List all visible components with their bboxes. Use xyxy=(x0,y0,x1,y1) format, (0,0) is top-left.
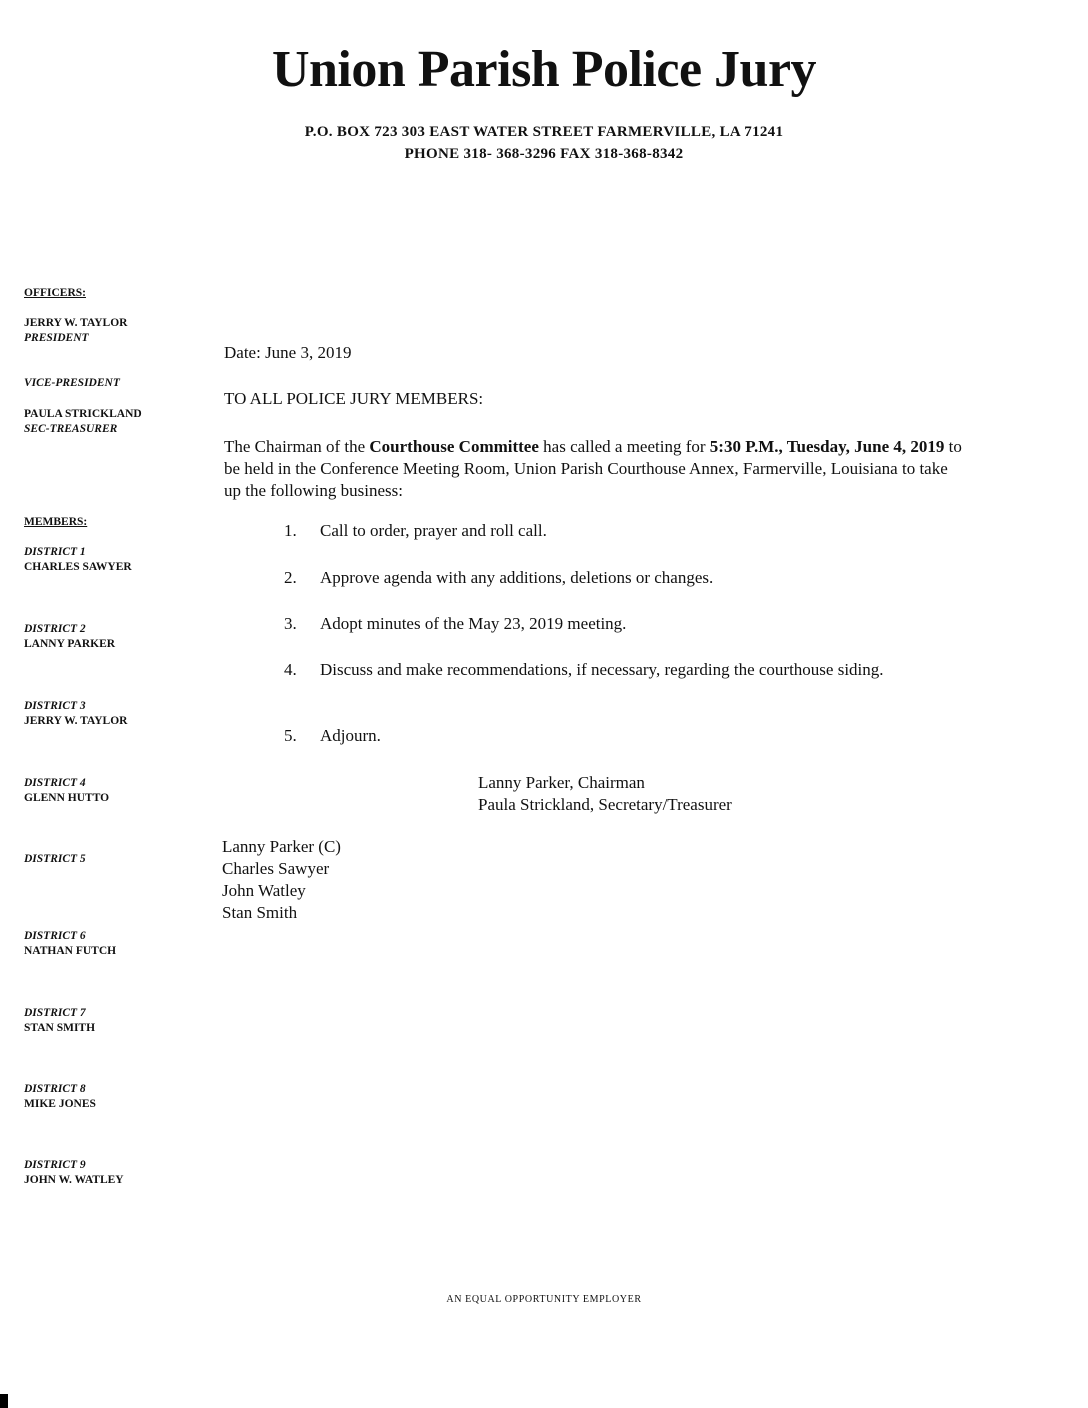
agenda-text: Discuss and make recommendations, if necessary, regarding the courthouse siding. xyxy=(320,660,884,679)
district-label: DISTRICT 8 xyxy=(24,1083,86,1095)
footer-eoe: AN EQUAL OPPORTUNITY EMPLOYER xyxy=(446,1294,642,1305)
district-label: DISTRICT 9 xyxy=(24,1159,86,1171)
letter-salutation: TO ALL POLICE JURY MEMBERS: xyxy=(224,389,484,408)
agenda-item xyxy=(284,725,924,747)
agenda-item xyxy=(284,520,924,542)
members-heading: MEMBERS: xyxy=(24,516,88,528)
agenda-item xyxy=(284,659,924,681)
district-label: DISTRICT 7 xyxy=(24,1007,86,1019)
member-district-9 xyxy=(24,1158,124,1188)
agenda-item xyxy=(284,567,924,589)
committee-name: Courthouse Committee xyxy=(369,437,539,456)
member-district-8 xyxy=(24,1082,96,1112)
officer-president xyxy=(24,316,127,346)
letterhead-title: Union Parish Police Jury xyxy=(271,41,817,98)
scan-mark xyxy=(0,1394,8,1408)
signature-secretary: Paula Strickland, Secretary/Treasurer xyxy=(478,795,732,814)
officer-role: VICE-PRESIDENT xyxy=(24,377,120,389)
member-name: CHARLES SAWYER xyxy=(24,561,132,573)
officer-role: PRESIDENT xyxy=(24,332,89,344)
body-text: The Chairman of the xyxy=(224,437,370,456)
committee-member: Charles Sawyer xyxy=(222,859,330,878)
member-name: JERRY W. TAYLOR xyxy=(24,715,128,727)
letterhead-phone: PHONE 318- 368-3296 FAX 318-368-8342 xyxy=(404,146,684,162)
member-district-5 xyxy=(24,852,86,867)
member-name: STAN SMITH xyxy=(24,1022,96,1034)
letter-body xyxy=(224,436,964,502)
meeting-time: 5:30 P.M., Tuesday, June 4, 2019 xyxy=(709,437,945,456)
officer-role: SEC-TREASURER xyxy=(24,423,118,435)
agenda-number: 4. xyxy=(284,660,297,679)
member-name: LANNY PARKER xyxy=(24,638,116,650)
agenda-number: 2. xyxy=(284,568,297,587)
district-label: DISTRICT 1 xyxy=(24,546,86,558)
agenda-text: Approve agenda with any additions, deletions or changes. xyxy=(320,568,714,587)
agenda-number: 3. xyxy=(284,614,297,633)
member-district-2 xyxy=(24,622,115,652)
agenda-number: 1. xyxy=(284,521,297,540)
member-district-3 xyxy=(24,699,127,729)
member-district-6 xyxy=(24,929,116,959)
officer-name: PAULA STRICKLAND xyxy=(24,408,142,420)
signature-chairman: Lanny Parker, Chairman xyxy=(478,773,645,792)
member-district-7 xyxy=(24,1006,95,1036)
letterhead-address: P.O. BOX 723 303 EAST WATER STREET FARMERVILLE, LA 71241 xyxy=(304,124,784,140)
officers-heading: OFFICERS: xyxy=(24,287,86,299)
member-name: MIKE JONES xyxy=(24,1098,96,1110)
agenda-item xyxy=(284,613,924,635)
officer-sec-treasurer xyxy=(24,407,142,437)
committee-member: Stan Smith xyxy=(222,903,298,922)
agenda-text: Adopt minutes of the May 23, 2019 meeting. xyxy=(320,614,627,633)
agenda-number: 5. xyxy=(284,726,297,745)
agenda-text: Call to order, prayer and roll call. xyxy=(320,521,547,540)
member-district-4 xyxy=(24,776,109,806)
letter-date: Date: June 3, 2019 xyxy=(224,343,352,362)
district-label: DISTRICT 3 xyxy=(24,700,86,712)
body-text: has called a meeting for xyxy=(538,437,710,456)
district-label: DISTRICT 6 xyxy=(24,930,86,942)
officer-vice-president xyxy=(24,376,120,391)
committee-member: John Watley xyxy=(222,881,306,900)
member-name: GLENN HUTTO xyxy=(24,792,110,804)
member-name: JOHN W. WATLEY xyxy=(24,1174,124,1186)
district-label: DISTRICT 5 xyxy=(24,853,86,865)
committee-members xyxy=(222,836,341,924)
member-district-1 xyxy=(24,545,132,575)
district-label: DISTRICT 4 xyxy=(24,777,86,789)
agenda-text: Adjourn. xyxy=(320,726,381,745)
body-text: to be held in the Conference Meeting Room, Union Parish Courthouse Annex, Farmerville, Louisiana to take up the following business: xyxy=(224,437,962,500)
signature-block xyxy=(478,772,732,816)
member-name: NATHAN FUTCH xyxy=(24,945,117,957)
officer-name: JERRY W. TAYLOR xyxy=(24,317,128,329)
district-label: DISTRICT 2 xyxy=(24,623,86,635)
committee-member: Lanny Parker (C) xyxy=(222,837,341,856)
